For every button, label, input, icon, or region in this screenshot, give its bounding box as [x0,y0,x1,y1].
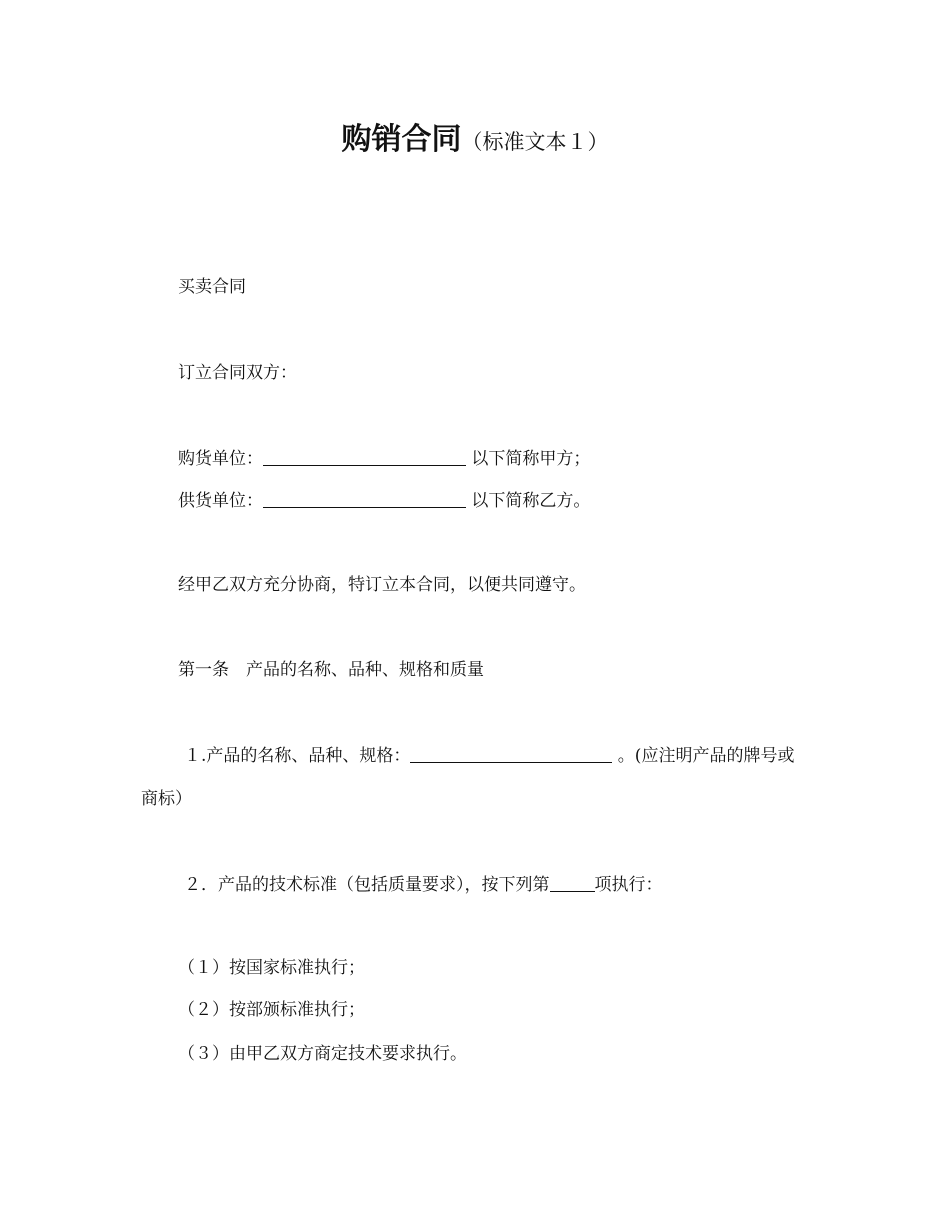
buyer-field[interactable] [263,447,466,466]
item1-continuation: 商标） [141,789,192,809]
item2-suffix: 项执行： [594,875,663,895]
seller-line [178,489,590,512]
seller-suffix: 以下简称乙方。 [466,491,591,511]
document-title [0,114,950,158]
buyer-label: 购货单位： [178,449,263,469]
buyer-line [178,447,590,470]
option-field[interactable] [550,873,595,892]
item1-line [184,744,794,767]
article1-heading: 第一条 产品的名称、品种、规格和质量 [178,660,484,680]
buyer-suffix: 以下简称甲方； [466,449,591,469]
option-2: （２）按部颁标准执行； [178,1000,365,1020]
item2-line [184,873,663,896]
product-field[interactable] [410,744,612,763]
item2-prefix: ２．产品的技术标准（包括质量要求），按下列第 [184,875,550,895]
seller-field[interactable] [263,489,466,508]
option-3: （３）由甲乙双方商定技术要求执行。 [178,1044,467,1064]
title-main: 购销合同 [341,122,462,157]
item1-prefix: １.产品的名称、品种、规格： [184,746,411,766]
parties-label: 订立合同双方： [178,363,297,383]
option-1: （１）按国家标准执行； [178,958,365,978]
intro-text: 经甲乙双方充分协商，特订立本合同，以便共同遵守。 [178,575,586,595]
item1-suffix: 。(应注明产品的牌号或 [612,746,795,766]
seller-label: 供货单位： [178,491,263,511]
subtitle: 买卖合同 [178,277,246,297]
title-sub: （标准文本１） [461,130,609,154]
